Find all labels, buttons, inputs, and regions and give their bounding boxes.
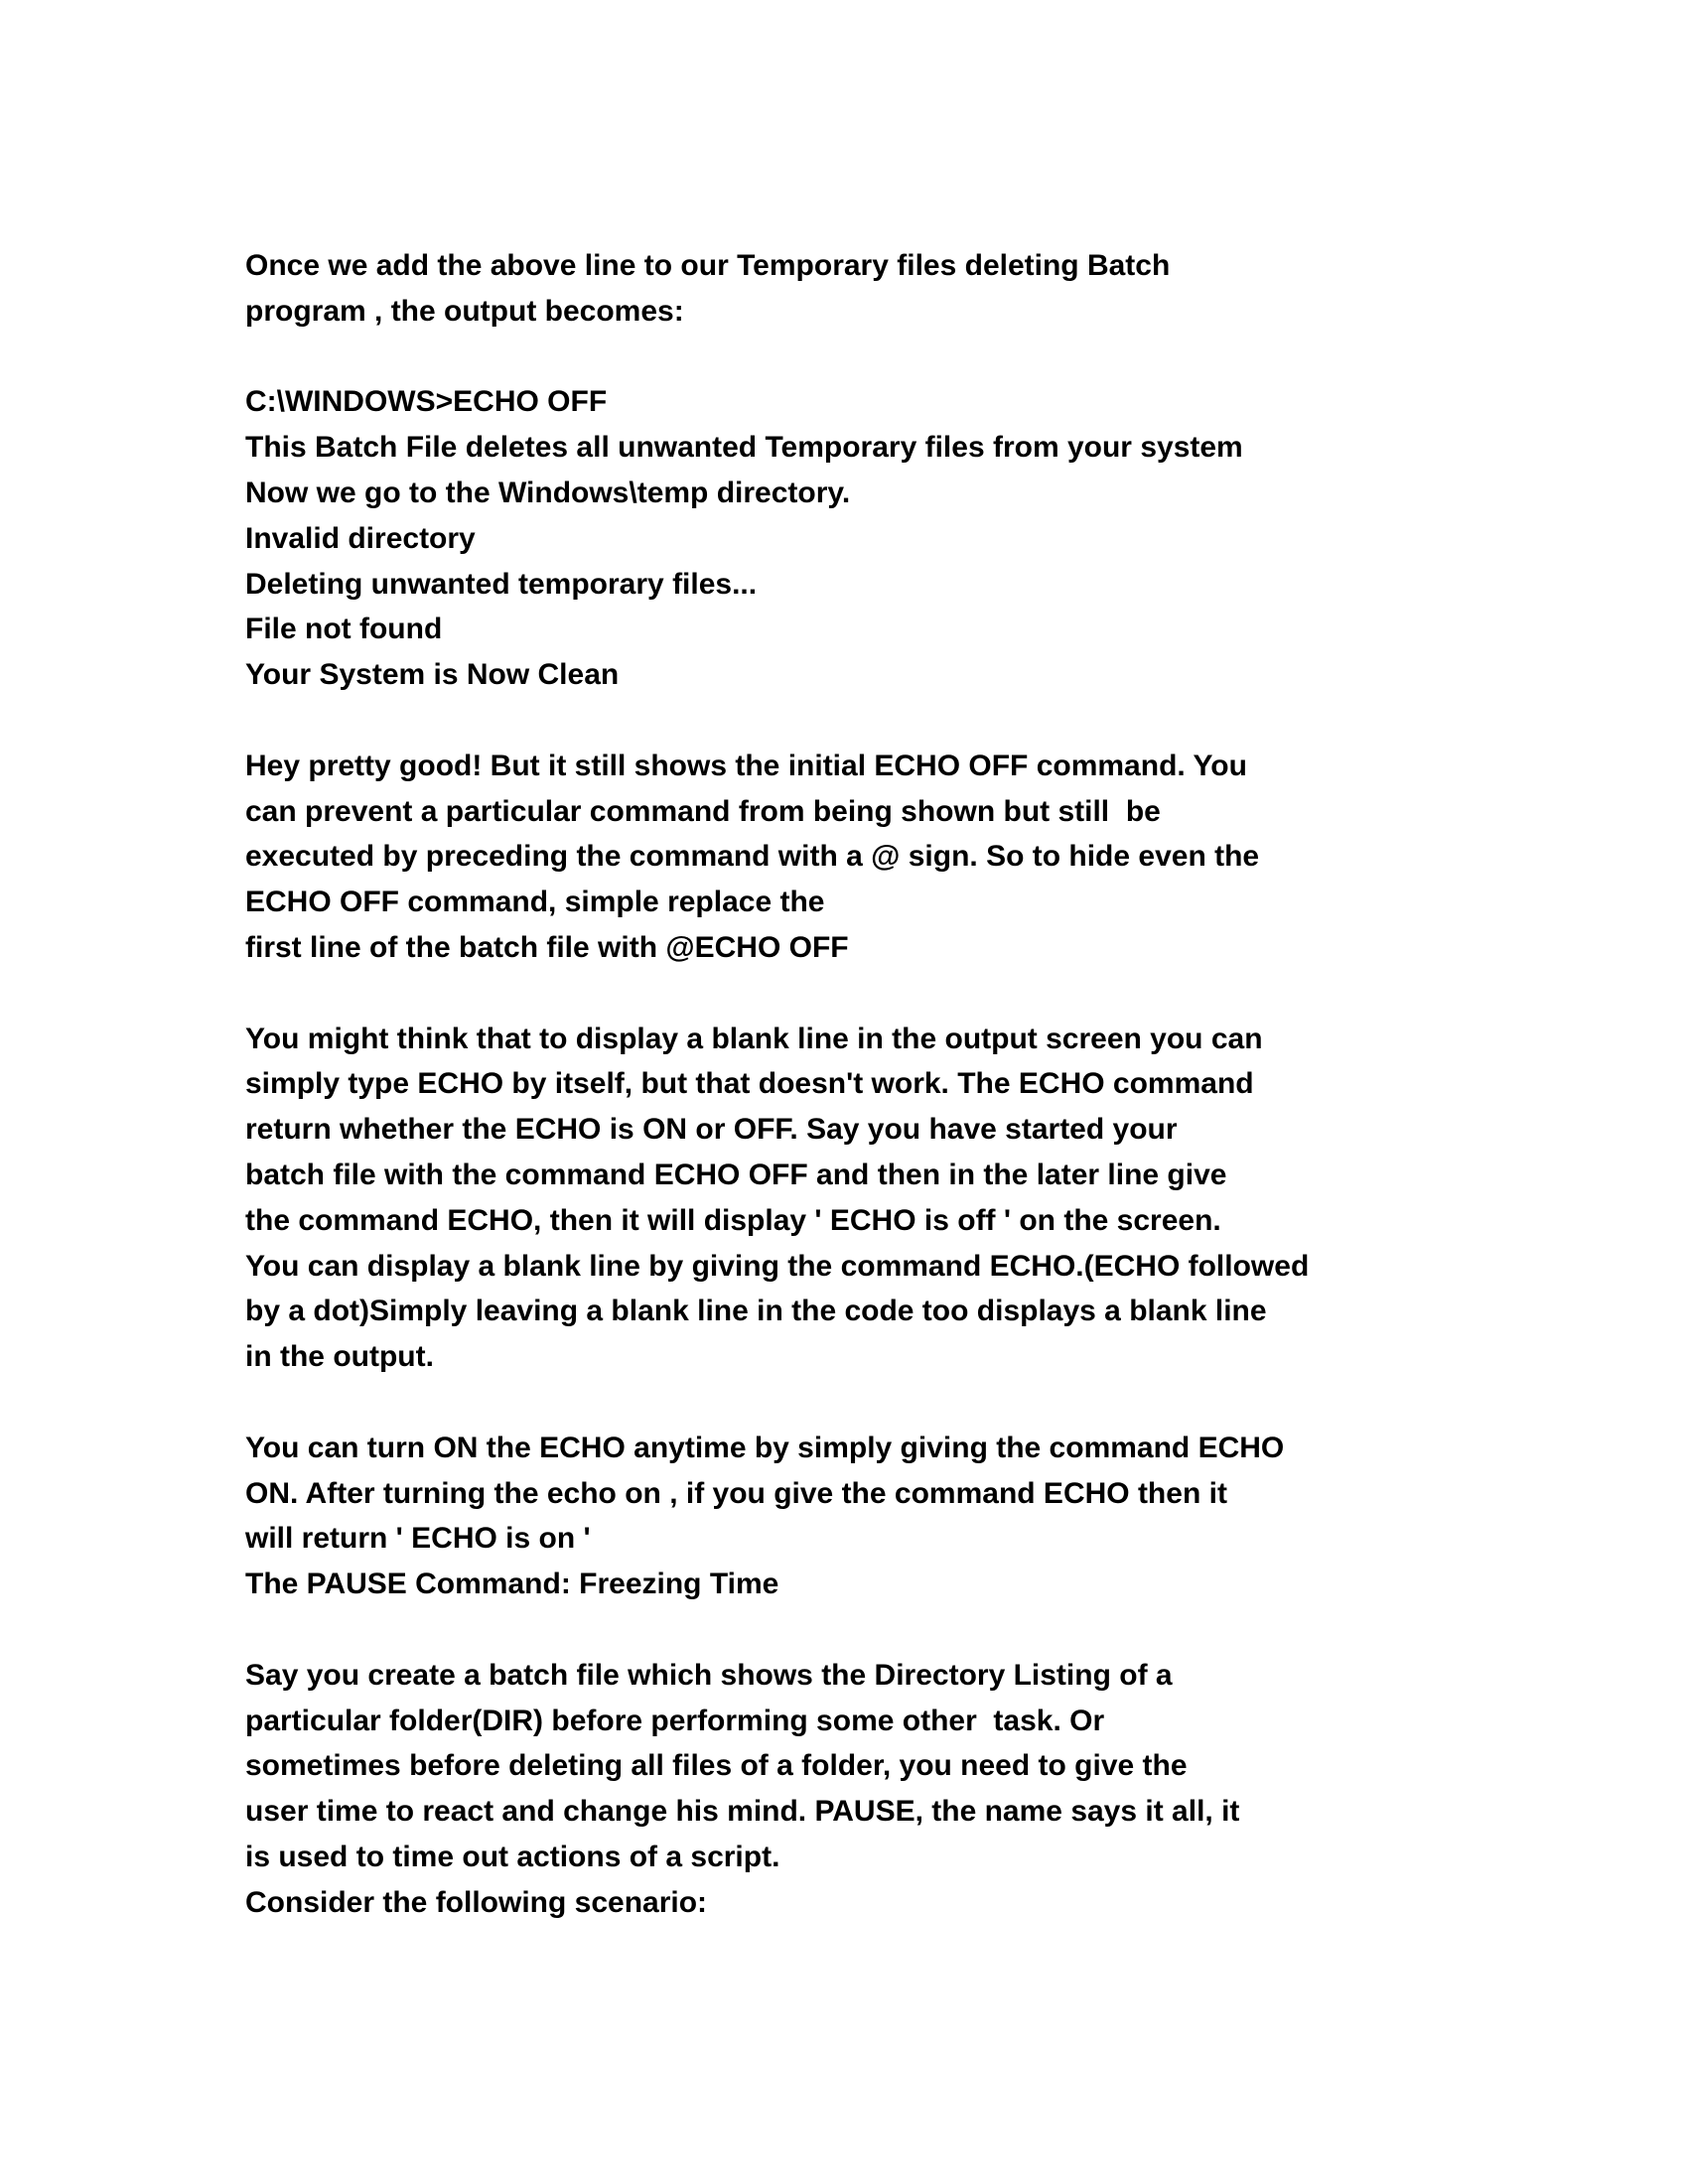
text-line: executed by preceding the command with a @ sign. So to hide even the xyxy=(245,840,1260,874)
text-line: ECHO OFF command, simple replace the xyxy=(245,886,825,919)
text-line: ON. After turning the echo on , if you give the command ECHO then it xyxy=(245,1476,1227,1510)
text-line: Deleting unwanted temporary files... xyxy=(245,567,758,601)
text-line: program , the output becomes: xyxy=(245,294,684,328)
text-line: sometimes before deleting all files of a folder, you need to give the xyxy=(245,1749,1188,1783)
text-line: This Batch File deletes all unwanted Temporary files from your system xyxy=(245,431,1243,465)
text-line: Consider the following scenario: xyxy=(245,1885,708,1919)
text-line: first line of the batch file with @ECHO OFF xyxy=(245,930,849,964)
text-line: You can display a blank line by giving the command ECHO.(ECHO followed xyxy=(245,1249,1310,1283)
text-line: user time to react and change his mind. PAUSE, the name says it all, it xyxy=(245,1795,1240,1829)
text-line: can prevent a particular command from being shown but still be xyxy=(245,794,1161,828)
text-line: Say you create a batch file which shows the Directory Listing of a xyxy=(245,1658,1173,1692)
blank-line xyxy=(245,1607,1536,1653)
text-line: Invalid directory xyxy=(245,521,476,555)
text-line: simply type ECHO by itself, but that doesn't work. The ECHO command xyxy=(245,1067,1254,1101)
blank-line xyxy=(245,335,1536,380)
text-line: C:\WINDOWS>ECHO OFF xyxy=(245,385,608,419)
text-line: return whether the ECHO is ON or OFF. Say you have started your xyxy=(245,1113,1178,1147)
blank-line xyxy=(245,1380,1536,1426)
text-line: Once we add the above line to our Temporary files deleting Batch xyxy=(245,249,1171,282)
blank-line xyxy=(245,971,1536,1017)
text-line: Now we go to the Windows\temp directory. xyxy=(245,476,851,509)
text-line: Hey pretty good! But it still shows the initial ECHO OFF command. You xyxy=(245,749,1247,782)
text-line: particular folder(DIR) before performing some other task. Or xyxy=(245,1704,1105,1737)
text-line: You can turn ON the ECHO anytime by simply giving the command ECHO xyxy=(245,1431,1285,1464)
text-line: batch file with the command ECHO OFF and then in the later line give xyxy=(245,1158,1227,1191)
text-line: the command ECHO, then it will display ' ECHO is off ' on the screen. xyxy=(245,1203,1221,1237)
document-body xyxy=(245,243,1536,1925)
text-line: The PAUSE Command: Freezing Time xyxy=(245,1568,779,1601)
text-line: Your System is Now Clean xyxy=(245,658,620,692)
text-line: is used to time out actions of a script. xyxy=(245,1840,780,1873)
text-line: by a dot)Simply leaving a blank line in the code too displays a blank line xyxy=(245,1295,1267,1328)
text-line: in the output. xyxy=(245,1340,434,1374)
text-line: will return ' ECHO is on ' xyxy=(245,1522,591,1556)
blank-line xyxy=(245,698,1536,744)
text-line: You might think that to display a blank line in the output screen you can xyxy=(245,1022,1263,1055)
text-line: File not found xyxy=(245,613,443,646)
